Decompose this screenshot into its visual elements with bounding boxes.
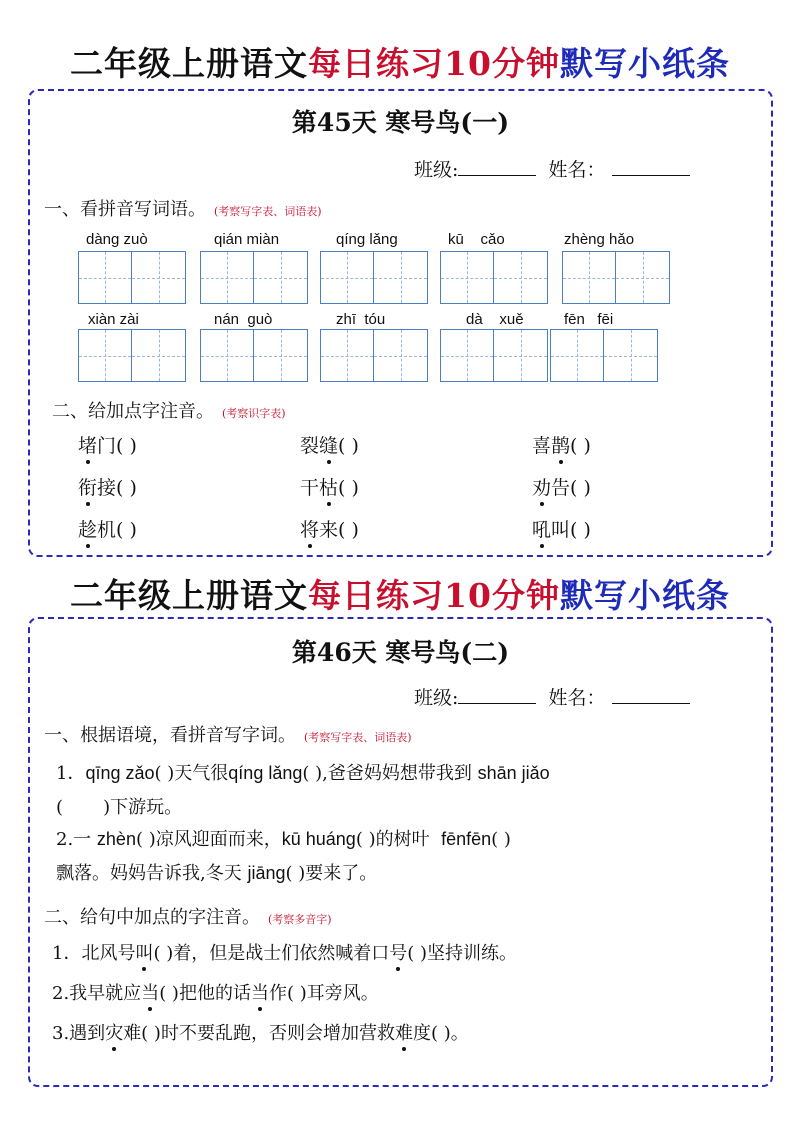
section1-label: 一、看拼音写词语。	[44, 199, 206, 220]
section2-label: 二、给加点字注音。	[52, 401, 214, 422]
dotted-char: 当	[251, 979, 269, 1005]
dotted-char: 灾	[105, 1019, 123, 1045]
item-jianglai[interactable]	[300, 515, 359, 542]
tianzige-r2-2[interactable]	[200, 329, 308, 382]
section2-note: (考察多音字)	[268, 913, 332, 926]
banner-part3: 默写小纸条	[559, 576, 730, 615]
day45-class-name-line	[414, 155, 690, 182]
pinyin-r1-5: zhèng hǎo	[564, 231, 635, 248]
q2-line1[interactable]	[56, 825, 511, 851]
dotted-char: 枯	[319, 473, 338, 500]
dotted-char: 缝	[319, 431, 338, 458]
day45-title: 第45天 寒号鸟(一)	[291, 108, 510, 137]
class-label: 班级:	[414, 687, 459, 709]
item-rest: ( )	[338, 477, 359, 499]
item-char: 喜	[532, 435, 552, 457]
text: ( )天气很	[154, 763, 229, 784]
day46-section1-heading	[44, 721, 412, 747]
q1-line1[interactable]	[56, 759, 550, 785]
pinyin: qíng lǎng	[228, 763, 303, 783]
text: 3.遇到	[52, 1023, 106, 1044]
dotted-char: 将	[300, 515, 319, 542]
name-label: 姓名：	[548, 159, 606, 181]
text: 飘落。妈妈告诉我,冬天	[56, 863, 242, 884]
item-rest: 接( )	[97, 477, 137, 499]
item-xianjie[interactable]	[78, 473, 137, 500]
s1-line[interactable]	[52, 939, 517, 965]
item-char: 裂	[300, 435, 320, 457]
day46-title: 第46天 寒号鸟(二)	[291, 638, 510, 667]
text: ( )坚持训练。	[407, 943, 517, 964]
dotted-char: 吼	[532, 515, 551, 542]
item-quangao[interactable]	[532, 473, 591, 500]
text: ( )把他的话	[159, 983, 251, 1004]
tianzige-r1-4[interactable]	[440, 251, 548, 304]
day45-section1-heading	[44, 195, 322, 221]
worksheet-day46	[28, 617, 773, 1087]
item-rest: ( )	[570, 435, 591, 457]
item-char: 干	[300, 477, 320, 499]
day46-section2-heading	[44, 903, 332, 929]
banner-top	[0, 38, 800, 85]
pinyin-r1-1: dàng zuò	[86, 231, 148, 248]
banner-part2: 每日练习10分钟	[308, 44, 560, 83]
tianzige-r1-3[interactable]	[320, 251, 428, 304]
text: ( )凉风迎面而来，	[135, 829, 282, 850]
section2-note: (考察识字表)	[222, 407, 286, 420]
pinyin-r1-4: kū cǎo	[448, 231, 505, 248]
item-rest: ( )	[338, 435, 359, 457]
text: 2.我早就应	[52, 983, 142, 1004]
text: 1．北风号	[52, 943, 136, 964]
worksheet-day45	[28, 89, 773, 557]
banner-part1: 二年级上册语文	[70, 576, 309, 615]
text: ( )	[491, 829, 511, 850]
dotted-char: 衔	[78, 473, 97, 500]
section1-note: (考察写字表、词语表)	[214, 205, 322, 218]
tianzige-r2-5[interactable]	[550, 329, 658, 382]
q-num: 1．	[56, 763, 86, 784]
pinyin-r2-2: nán guò	[214, 311, 273, 328]
dotted-char: 难	[395, 1019, 413, 1045]
dotted-char: 号	[389, 939, 407, 965]
item-chenji[interactable]	[78, 515, 137, 542]
section1-note: (考察写字表、词语表)	[304, 731, 412, 744]
item-xique[interactable]	[532, 431, 591, 458]
pinyin: fēnfēn	[441, 829, 492, 849]
text: 度( )。	[412, 1023, 469, 1044]
day46-class-name-line	[414, 683, 690, 710]
dotted-char: 鹊	[551, 431, 570, 458]
pinyin-r2-4: dà xuě	[466, 311, 524, 328]
pinyin: kū huáng	[281, 829, 356, 849]
class-blank[interactable]	[458, 157, 536, 176]
class-blank[interactable]	[458, 685, 536, 704]
dotted-char: 叫	[135, 939, 153, 965]
text: ( ),爸爸妈妈想带我到	[302, 763, 472, 784]
pinyin: shān jiǎo	[477, 763, 550, 783]
pinyin-r2-3: zhī tóu	[336, 311, 386, 328]
banner-middle	[0, 570, 800, 617]
pinyin-r1-3: qíng lǎng	[336, 231, 398, 248]
section2-label: 二、给句中加点的字注音。	[44, 907, 260, 928]
q1-line2[interactable]: ( )下游玩。	[56, 797, 183, 818]
q2-line2[interactable]	[56, 859, 377, 885]
banner-part2: 每日练习10分钟	[308, 576, 560, 615]
item-ganku[interactable]	[300, 473, 359, 500]
tianzige-r2-1[interactable]	[78, 329, 186, 382]
tianzige-r1-2[interactable]	[200, 251, 308, 304]
banner-part1: 二年级上册语文	[70, 44, 309, 83]
tianzige-r2-4[interactable]	[440, 329, 548, 382]
text: ( )要来了。	[285, 863, 378, 884]
tianzige-r1-1[interactable]	[78, 251, 186, 304]
pinyin: jiāng	[247, 863, 286, 883]
section1-label: 一、根据语境，看拼音写字词。	[44, 725, 296, 746]
item-houjiao[interactable]	[532, 515, 591, 542]
q-num: 2.一	[56, 829, 92, 850]
class-label: 班级:	[414, 159, 459, 181]
pinyin: zhèn	[96, 829, 136, 849]
item-rest: 告( )	[551, 477, 591, 499]
tianzige-r2-3[interactable]	[320, 329, 428, 382]
pinyin-r1-2: qián miàn	[214, 231, 280, 248]
text: ( )的树叶	[355, 829, 430, 850]
item-rest: 来( )	[319, 519, 359, 541]
pinyin-r2-1: xiàn zài	[88, 311, 139, 328]
dotted-char: 堵	[78, 431, 97, 458]
text: ( )着，但是战士们依然喊着口	[153, 943, 390, 964]
dotted-char: 当	[141, 979, 159, 1005]
dotted-char: 趁	[78, 515, 97, 542]
item-rest: 叫( )	[551, 519, 591, 541]
pinyin: qīng zǎo	[85, 763, 155, 783]
tianzige-r1-5[interactable]	[562, 251, 670, 304]
item-rest: 门( )	[97, 435, 137, 457]
item-rest: 机( )	[97, 519, 137, 541]
text: 作( )耳旁风。	[268, 983, 379, 1004]
text: 难( )时不要乱跑，否则会增加营救	[123, 1023, 395, 1044]
s3-line[interactable]	[52, 1019, 469, 1045]
name-blank[interactable]	[612, 157, 690, 176]
dotted-char: 劝	[532, 473, 551, 500]
name-label: 姓名：	[548, 687, 606, 709]
item-liefeng[interactable]	[300, 431, 359, 458]
pinyin-r2-5: fēn fēi	[564, 311, 614, 328]
banner-part3: 默写小纸条	[559, 44, 730, 83]
s2-line[interactable]	[52, 979, 379, 1005]
day45-section2-heading	[52, 397, 286, 423]
name-blank[interactable]	[612, 685, 690, 704]
item-duomen[interactable]	[78, 431, 137, 458]
